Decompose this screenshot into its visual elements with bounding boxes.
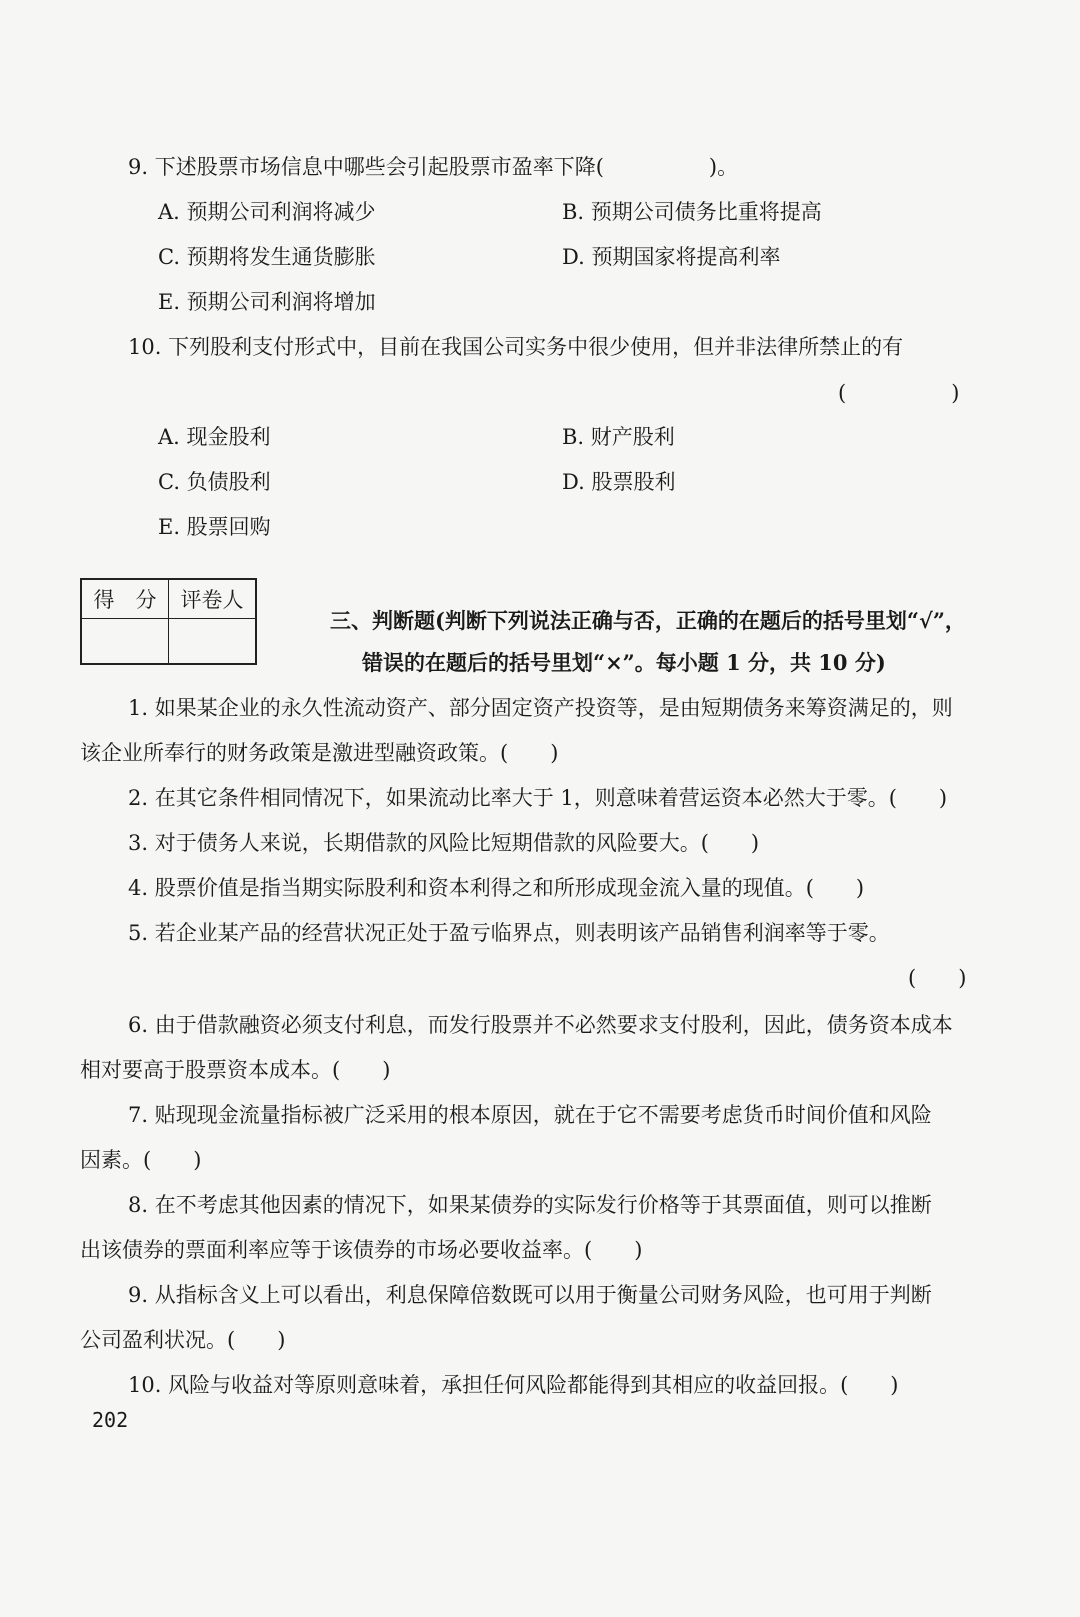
grader-blank [169, 619, 257, 665]
score-blank [81, 619, 169, 665]
mc-q9-option-c: C. 预期将发生通货膨胀 [158, 245, 376, 269]
mc-q10-option-b: B. 财产股利 [562, 425, 675, 449]
tf-q10: 10. 风险与收益对等原则意味着，承担任何风险都能得到其相应的收益回报。( ) [128, 1373, 899, 1397]
tf-q8-line1: 8. 在不考虑其他因素的情况下，如果某债券的实际发行价格等于其票面值，则可以推断 [128, 1193, 932, 1217]
tf-q9-line1: 9. 从指标含义上可以看出，利息保障倍数既可以用于衡量公司财务风险，也可用于判断 [128, 1283, 932, 1307]
mc-q9-option-e: E. 预期公司利润将增加 [158, 290, 376, 314]
mc-q10-option-e: E. 股票回购 [158, 515, 271, 539]
tf-q6-line1: 6. 由于借款融资必须支付利息，而发行股票并不必然要求支付股利，因此，债务资本成本 [128, 1013, 953, 1037]
mc-q9-option-a: A. 预期公司利润将减少 [158, 200, 376, 224]
tf-section-title-line2: 错误的在题后的括号里划“×”。每小题 1 分，共 10 分) [362, 650, 886, 675]
score-box [80, 578, 257, 665]
page-number: 202 [92, 1408, 129, 1432]
mc-q9-option-b: B. 预期公司债务比重将提高 [562, 200, 822, 224]
tf-q7-line2: 因素。( ) [80, 1148, 202, 1172]
tf-q1-line1: 1. 如果某企业的永久性流动资产、部分固定资产投资等，是由短期债务来筹资满足的，则 [128, 696, 953, 720]
tf-q5-line1: 5. 若企业某产品的经营状况正处于盈亏临界点，则表明该产品销售利润率等于零。 [128, 921, 890, 945]
tf-q1-line2: 该企业所奉行的财务政策是激进型融资政策。( ) [80, 741, 559, 765]
grader-label: 评卷人 [169, 579, 257, 619]
tf-q7-line1: 7. 贴现现金流量指标被广泛采用的根本原因，就在于它不需要考虑货币时间价值和风险 [128, 1103, 932, 1127]
mc-q9-stem: 9. 下述股票市场信息中哪些会引起股票市盈率下降( )。 [128, 155, 739, 179]
score-label: 得 分 [81, 579, 169, 619]
mc-q10-option-c: C. 负债股利 [158, 470, 271, 494]
mc-q10-bracket: ( ) [838, 381, 960, 405]
tf-q5-bracket: ( ) [908, 966, 967, 990]
tf-q6-line2: 相对要高于股票资本成本。( ) [80, 1058, 391, 1082]
tf-q8-line2: 出该债券的票面利率应等于该债券的市场必要收益率。( ) [80, 1238, 643, 1262]
mc-q10-option-a: A. 现金股利 [158, 425, 271, 449]
tf-q9-line2: 公司盈利状况。( ) [80, 1328, 286, 1352]
mc-q10-stem: 10. 下列股利支付形式中，目前在我国公司实务中很少使用，但并非法律所禁止的有 [128, 335, 904, 359]
mc-q10-option-d: D. 股票股利 [562, 470, 676, 494]
tf-q3: 3. 对于债务人来说，长期借款的风险比短期借款的风险要大。( ) [128, 831, 760, 855]
tf-q4: 4. 股票价值是指当期实际股利和资本利得之和所形成现金流入量的现值。( ) [128, 876, 865, 900]
mc-q9-option-d: D. 预期国家将提高利率 [562, 245, 781, 269]
tf-section-title-line1: 三、判断题(判断下列说法正确与否，正确的在题后的括号里划“√”， [330, 608, 966, 633]
tf-q2: 2. 在其它条件相同情况下，如果流动比率大于 1，则意味着营运资本必然大于零。( ) [128, 786, 948, 810]
